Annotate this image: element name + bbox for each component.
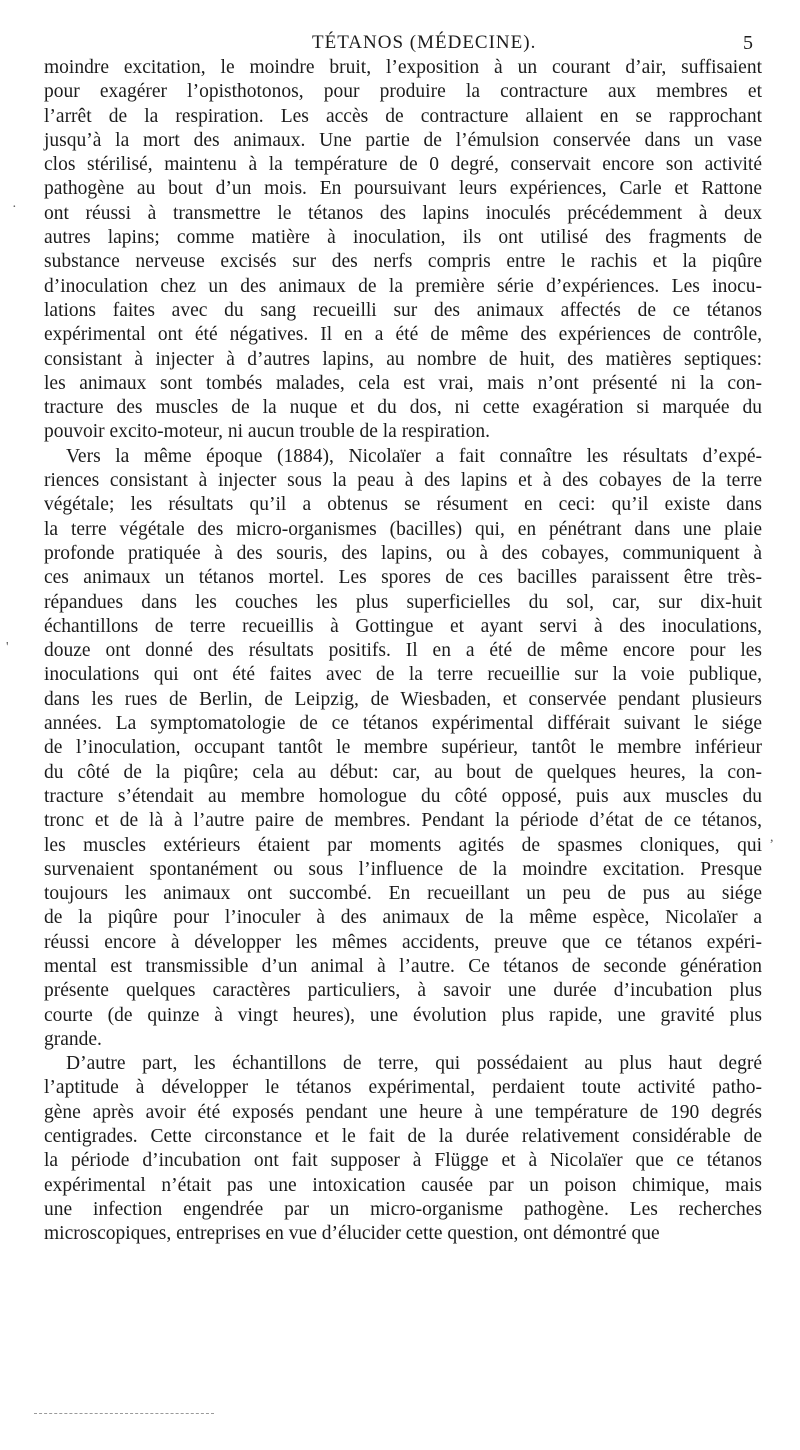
text-line: les animaux sont tombés malades, cela est vrai, mais n’ont présenté ni la con- <box>44 372 762 394</box>
text-line: clos stérilisé, maintenu à la température de 0 degré, conservait encore son activité <box>44 154 762 176</box>
margin-speck: ' <box>6 640 9 655</box>
text-line: les muscles extérieurs étaient par moments agités de spasmes cloniques, qui <box>44 834 762 856</box>
text-line: expérimental ont été négatives. Il en a été de même des expériences de contrôle, <box>44 324 762 346</box>
page-number: 5 <box>743 32 754 54</box>
bottom-rule <box>34 1413 214 1414</box>
text-line: de la piqûre pour l’inoculer à des animaux de la même espèce, Nicolaïer a <box>44 907 762 929</box>
text-line: riences consistant à injecter sous la peau à des lapins et à des cobayes de la terre <box>44 470 762 492</box>
text-line: toujours les animaux ont succombé. En recueillant un peu de pus au siége <box>44 883 762 905</box>
text-line: substance nerveuse excisés sur des nerfs compris entre le rachis et la piqûre <box>44 251 762 273</box>
text-line: microscopiques, entreprises en vue d’élucider cette question, ont démontré que <box>44 1223 660 1245</box>
text-line: tracture des muscles de la nuque et du dos, ni cette exagération si marquée du <box>44 397 762 419</box>
text-line: répandues dans les couches les plus superficielles du sol, car, sur dix-huit <box>44 591 762 613</box>
margin-speck: · <box>12 200 17 215</box>
text-line: D’autre part, les échantillons de terre, qui possédaient au plus haut degré <box>66 1053 762 1075</box>
paragraph-1 <box>44 56 762 445</box>
text-line: années. La symptomatologie de ce tétanos expérimental différait suivant le siége <box>44 713 762 735</box>
text-line: l’arrêt de la respiration. Les accès de contracture allaient en se rapprochant <box>44 105 762 127</box>
running-title: TÉTANOS (MÉDECINE). <box>312 32 537 53</box>
text-line: expérimental n’était pas une intoxication causée par un poison chimique, mais <box>44 1174 762 1196</box>
paragraph-3 <box>44 1052 762 1246</box>
text-line: présente quelques caractères particuliers, à savoir une durée d’incubation plus <box>44 980 762 1002</box>
text-line: la terre végétale des micro-organismes (bacilles) qui, en pénétrant dans une plaie <box>44 518 762 540</box>
text-line: mental est transmissible d’un animal à l’autre. Ce tétanos de seconde génération <box>44 955 762 977</box>
text-line: tracture s’étendait au membre homologue du côté opposé, puis aux muscles du <box>44 785 762 807</box>
text-line: douze ont donné des résultats positifs. Il en a été de même encore pour les <box>44 640 762 662</box>
text-line: courte (de quinze à vingt heures), une évolution plus rapide, une gravité plus <box>44 1004 762 1026</box>
text-line: ont réussi à transmettre le tétanos des lapins inoculés précédemment à deux <box>44 202 762 224</box>
text-line: grande. <box>44 1028 102 1050</box>
text-line: d’inoculation chez un des animaux de la première série d’expériences. Les inocu- <box>44 275 762 297</box>
text-line: une infection engendrée par un micro-organisme pathogène. Les recherches <box>44 1198 762 1220</box>
text-line: survenaient spontanément ou sous l’influence de la moindre excitation. Presque <box>44 858 762 880</box>
text-line: autres lapins; comme matière à inoculation, ils ont utilisé des fragments de <box>44 227 762 249</box>
text-line: profonde pratiquée à des souris, des lapins, ou à des cobayes, communiquent à <box>44 542 762 564</box>
text-line: gène après avoir été exposés pendant une heure à une température de 190 degrés <box>44 1101 762 1123</box>
text-line: inoculations qui ont été faites avec de la terre recueillie sur la voie publique, <box>44 664 762 686</box>
text-line: Vers la même époque (1884), Nicolaïer a fait connaître les résultats d’expé- <box>66 445 762 467</box>
text-line: pour exagérer l’opisthotonos, pour produire la contracture aux membres et <box>44 81 762 103</box>
paragraph-2 <box>44 445 762 1052</box>
text-line: ces animaux un tétanos mortel. Les spores de ces bacilles paraissent être très- <box>44 567 762 589</box>
text-line: tronc et de là à l’autre paire de membres. Pendant la période d’état de ce tétanos, <box>44 810 762 832</box>
text-line: centigrades. Cette circonstance et le fait de la durée relativement considérable de <box>44 1126 762 1148</box>
text-line: de l’inoculation, occupant tantôt le membre supérieur, tantôt le membre inférieur <box>44 737 762 759</box>
text-line: du côté de la piqûre; cela au début: car, au bout de quelques heures, la con- <box>44 761 762 783</box>
text-line: dans les rues de Berlin, de Leipzig, de Wiesbaden, et conservée pendant plusieurs <box>44 688 762 710</box>
text-line: échantillons de terre recueillis à Gottingue et ayant servi à des inoculations, <box>44 615 762 637</box>
text-line: moindre excitation, le moindre bruit, l’exposition à un courant d’air, suffisaient <box>44 57 762 78</box>
text-line: consistant à injecter à d’autres lapins, au nombre de huit, des matières septiques: <box>44 348 762 370</box>
text-line: l’aptitude à développer le tétanos expérimental, perdaient toute activité patho- <box>44 1077 762 1099</box>
text-line: végétale; les résultats qu’il a obtenus se résument en ceci: qu’il existe dans <box>44 494 762 516</box>
text-line: lations faites avec du sang recueilli sur des animaux affectés de ce tétanos <box>44 299 762 321</box>
text-line: la période d’incubation ont fait supposer à Flügge et à Nicolaïer que ce tétanos <box>44 1150 762 1172</box>
text-line: réussi encore à développer les mêmes accidents, preuve que ce tétanos expéri- <box>44 931 762 953</box>
text-line: pathogène au bout d’un mois. En poursuivant leurs expériences, Carle et Rattone <box>44 178 762 200</box>
text-line: pouvoir excito-moteur, ni aucun trouble de la respiration. <box>44 421 490 443</box>
running-header <box>44 26 762 56</box>
text-line: jusqu’à la mort des animaux. Une partie de l’émulsion conservée dans un vase <box>44 129 762 151</box>
margin-speck: , <box>770 830 774 845</box>
body-text <box>44 56 762 1247</box>
